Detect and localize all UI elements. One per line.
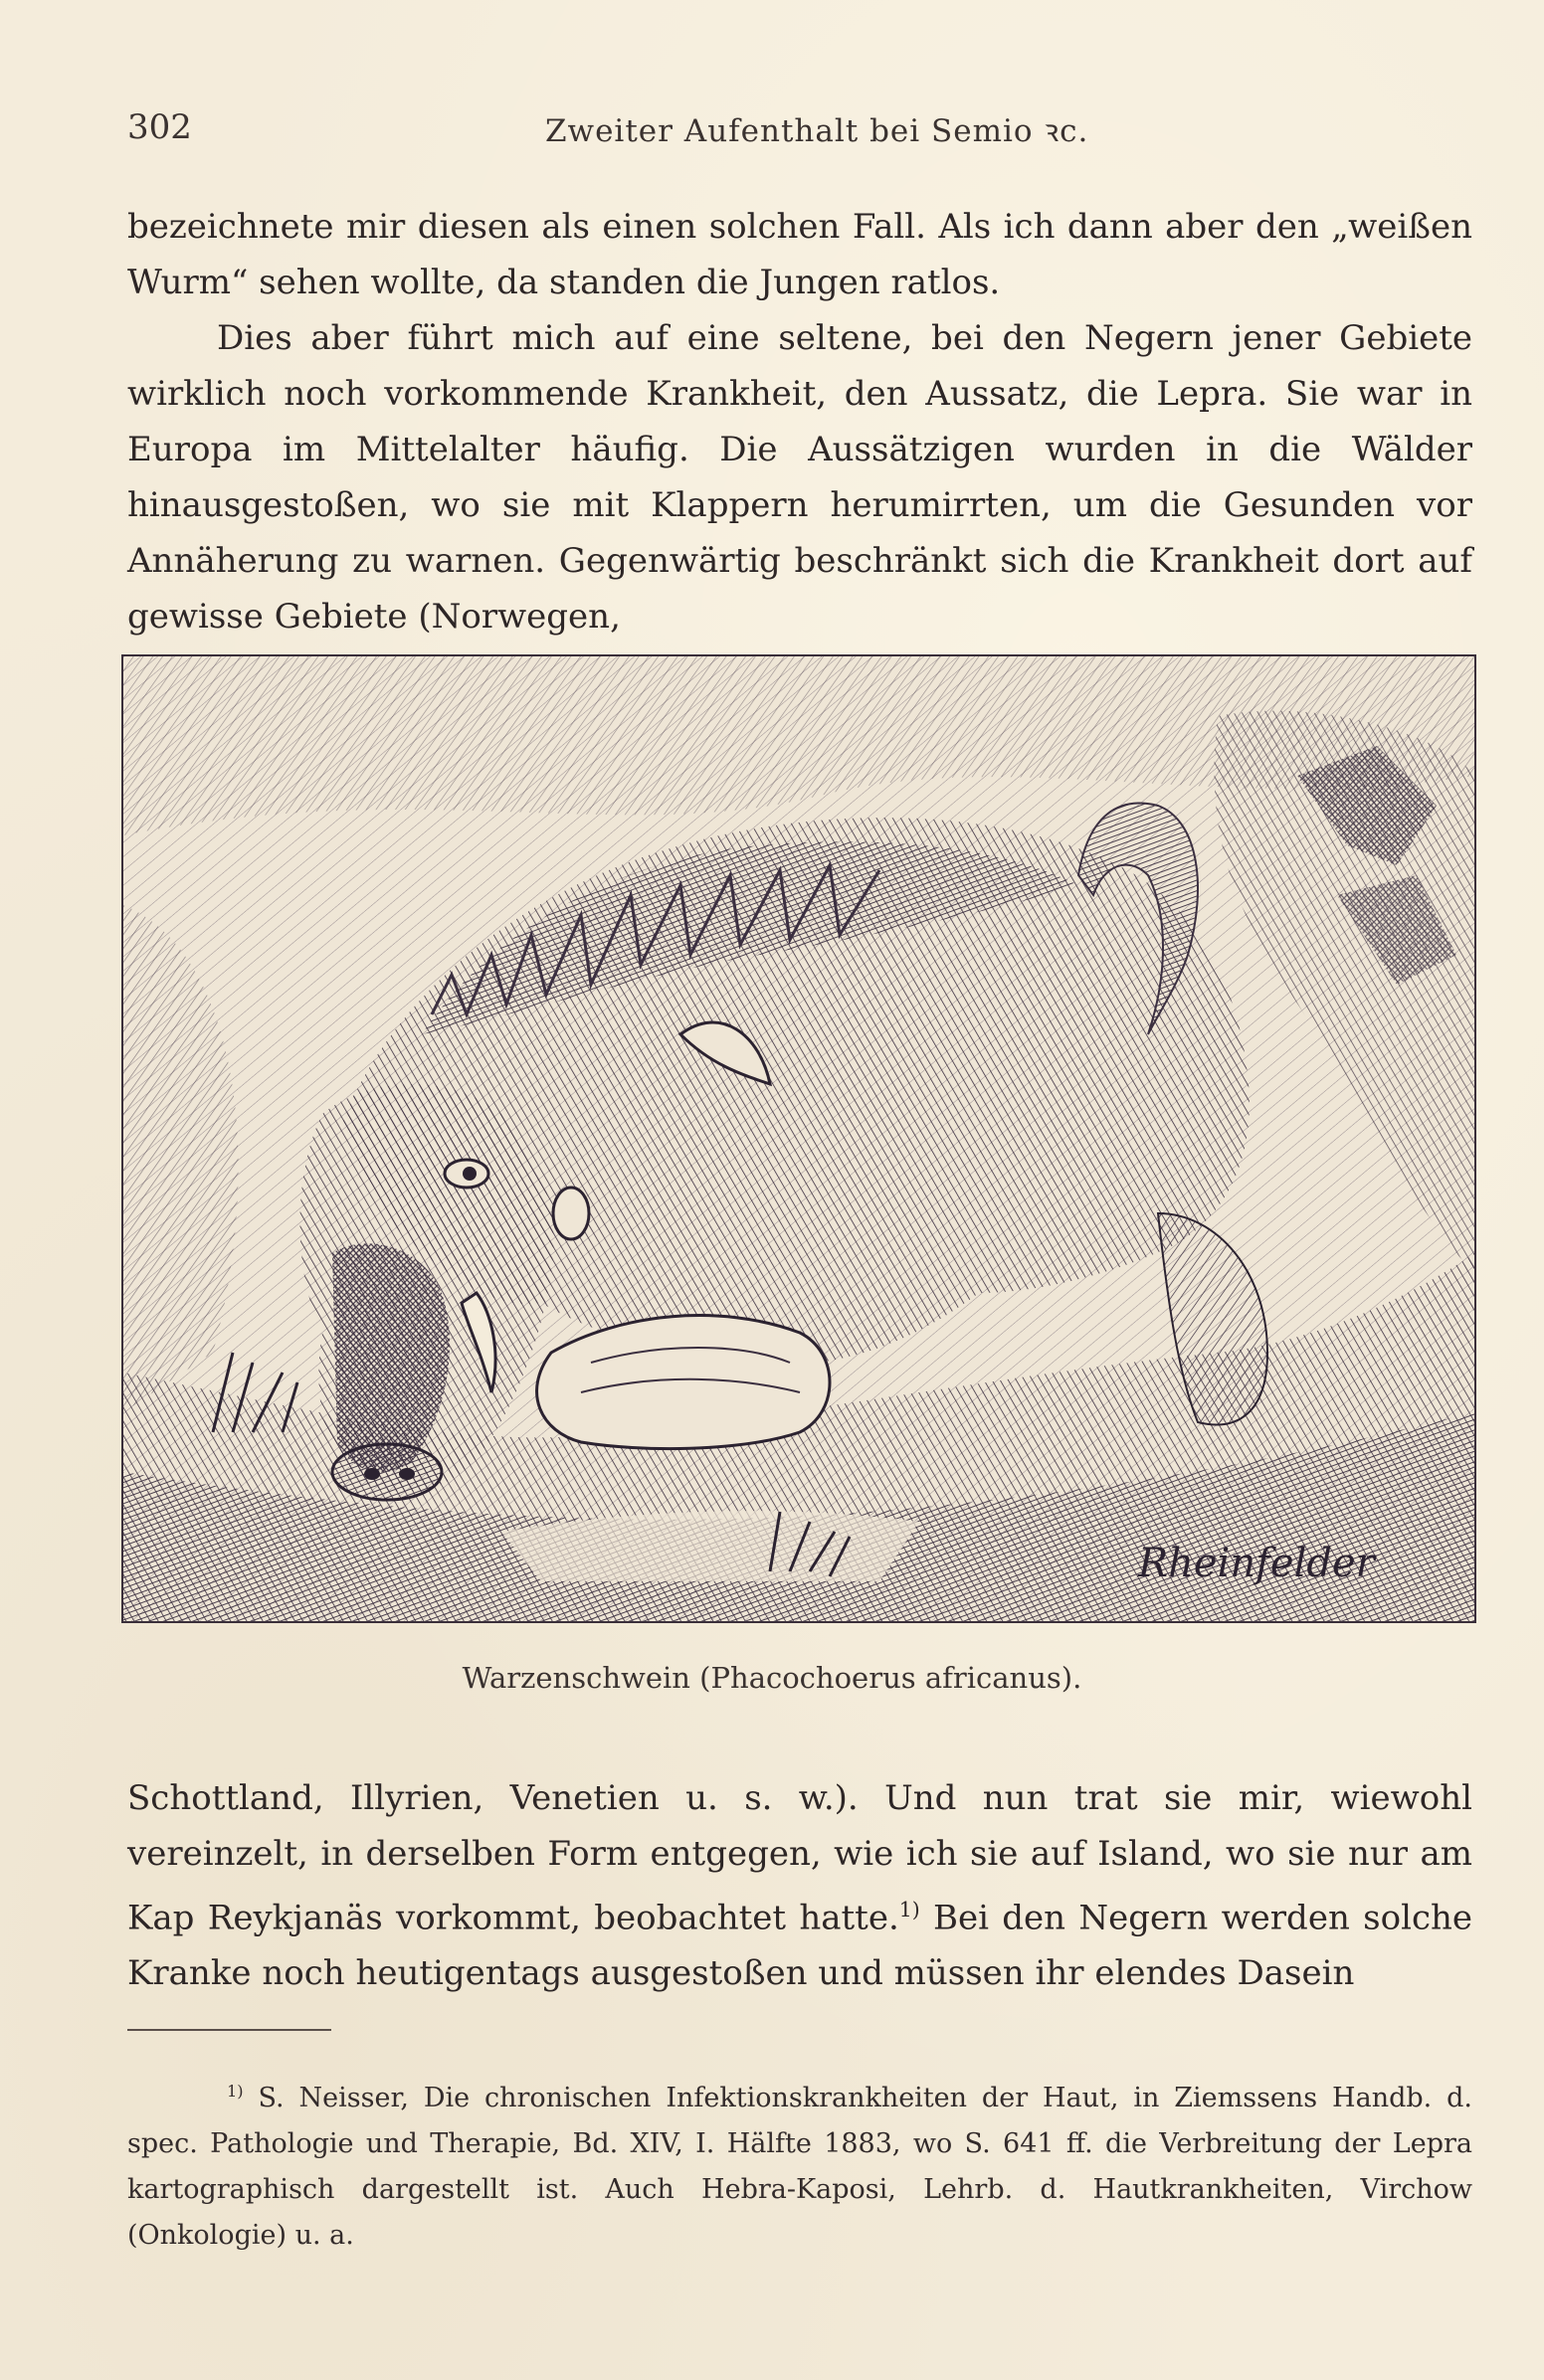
engraving-drawing: [123, 656, 1474, 1621]
paragraph: bezeichnete mir diesen als einen solchen Fall. Als ich dann aber den „weißen Wurm“ sehen wollte, da standen die Jungen ratlos.: [127, 207, 1472, 302]
footnote-reference[interactable]: 1): [898, 1898, 920, 1922]
footnote-text: S. Neisser, Die chronischen Infektionskrankheiten der Haut, in Ziemssens Handb. d. spec. Pathologie und Therapie, Bd. XIV, I. Hälfte 1883, wo S. 641 ff. die Verbreitung der Lepra kartographisch dargestellt ist. Auch Hebra-Kaposi, Lehrb. d. Hautkrankheiten, Virchow (Onkologie) u. a.: [127, 2083, 1472, 2251]
running-title: Zweiter Aufenthalt bei Semio ꝛc.: [545, 113, 1089, 149]
warthog-engraving: [121, 654, 1476, 1623]
body-text-bottom: [127, 1770, 1472, 2001]
paragraph: Dies aber führt mich auf eine seltene, bei den Negern jener Gebiete wirklich noch vorkommende Krankheit, den Aussatz, die Lepra. Sie war in Europa im Mittelalter häufig. Die Aussätzigen wurden in die Wälder hinausgestoßen, wo sie mit Klappern herumirrten, um die Gesunden vor Annäherung zu warnen. Gegenwärtig beschränkt sich die Krankheit dort auf gewisse Gebiete (Norwegen,: [127, 318, 1472, 637]
page-number: 302: [127, 107, 192, 147]
body-text-top: [127, 199, 1472, 644]
footnotes: [127, 2069, 1472, 2259]
paragraph-text: Schottland, Illyrien, Venetien u. s. w.). Und nun trat sie mir, wiewohl vereinzelt, in derselben Form entgegen, wie ich sie auf Island, wo sie nur am Kap Reykjanäs vorkommt, beobachtet hatte.: [127, 1778, 1472, 1938]
paragraph: [127, 1770, 1472, 2001]
footnote-marker: 1): [227, 2082, 244, 2101]
paragraph-text: Bei den Negern werden solche Kranke noch heutigentags ausgestoßen und müssen ihr elendes Dasein: [127, 1898, 1472, 1994]
page-header: [127, 107, 1470, 157]
engraver-signature: Rheinfelder: [1138, 1541, 1375, 1586]
figure-caption: Warzenschwein (Phacochoerus africanus).: [462, 1661, 1082, 1695]
footnote: [127, 2069, 1472, 2259]
footnote-separator: [127, 2029, 331, 2031]
